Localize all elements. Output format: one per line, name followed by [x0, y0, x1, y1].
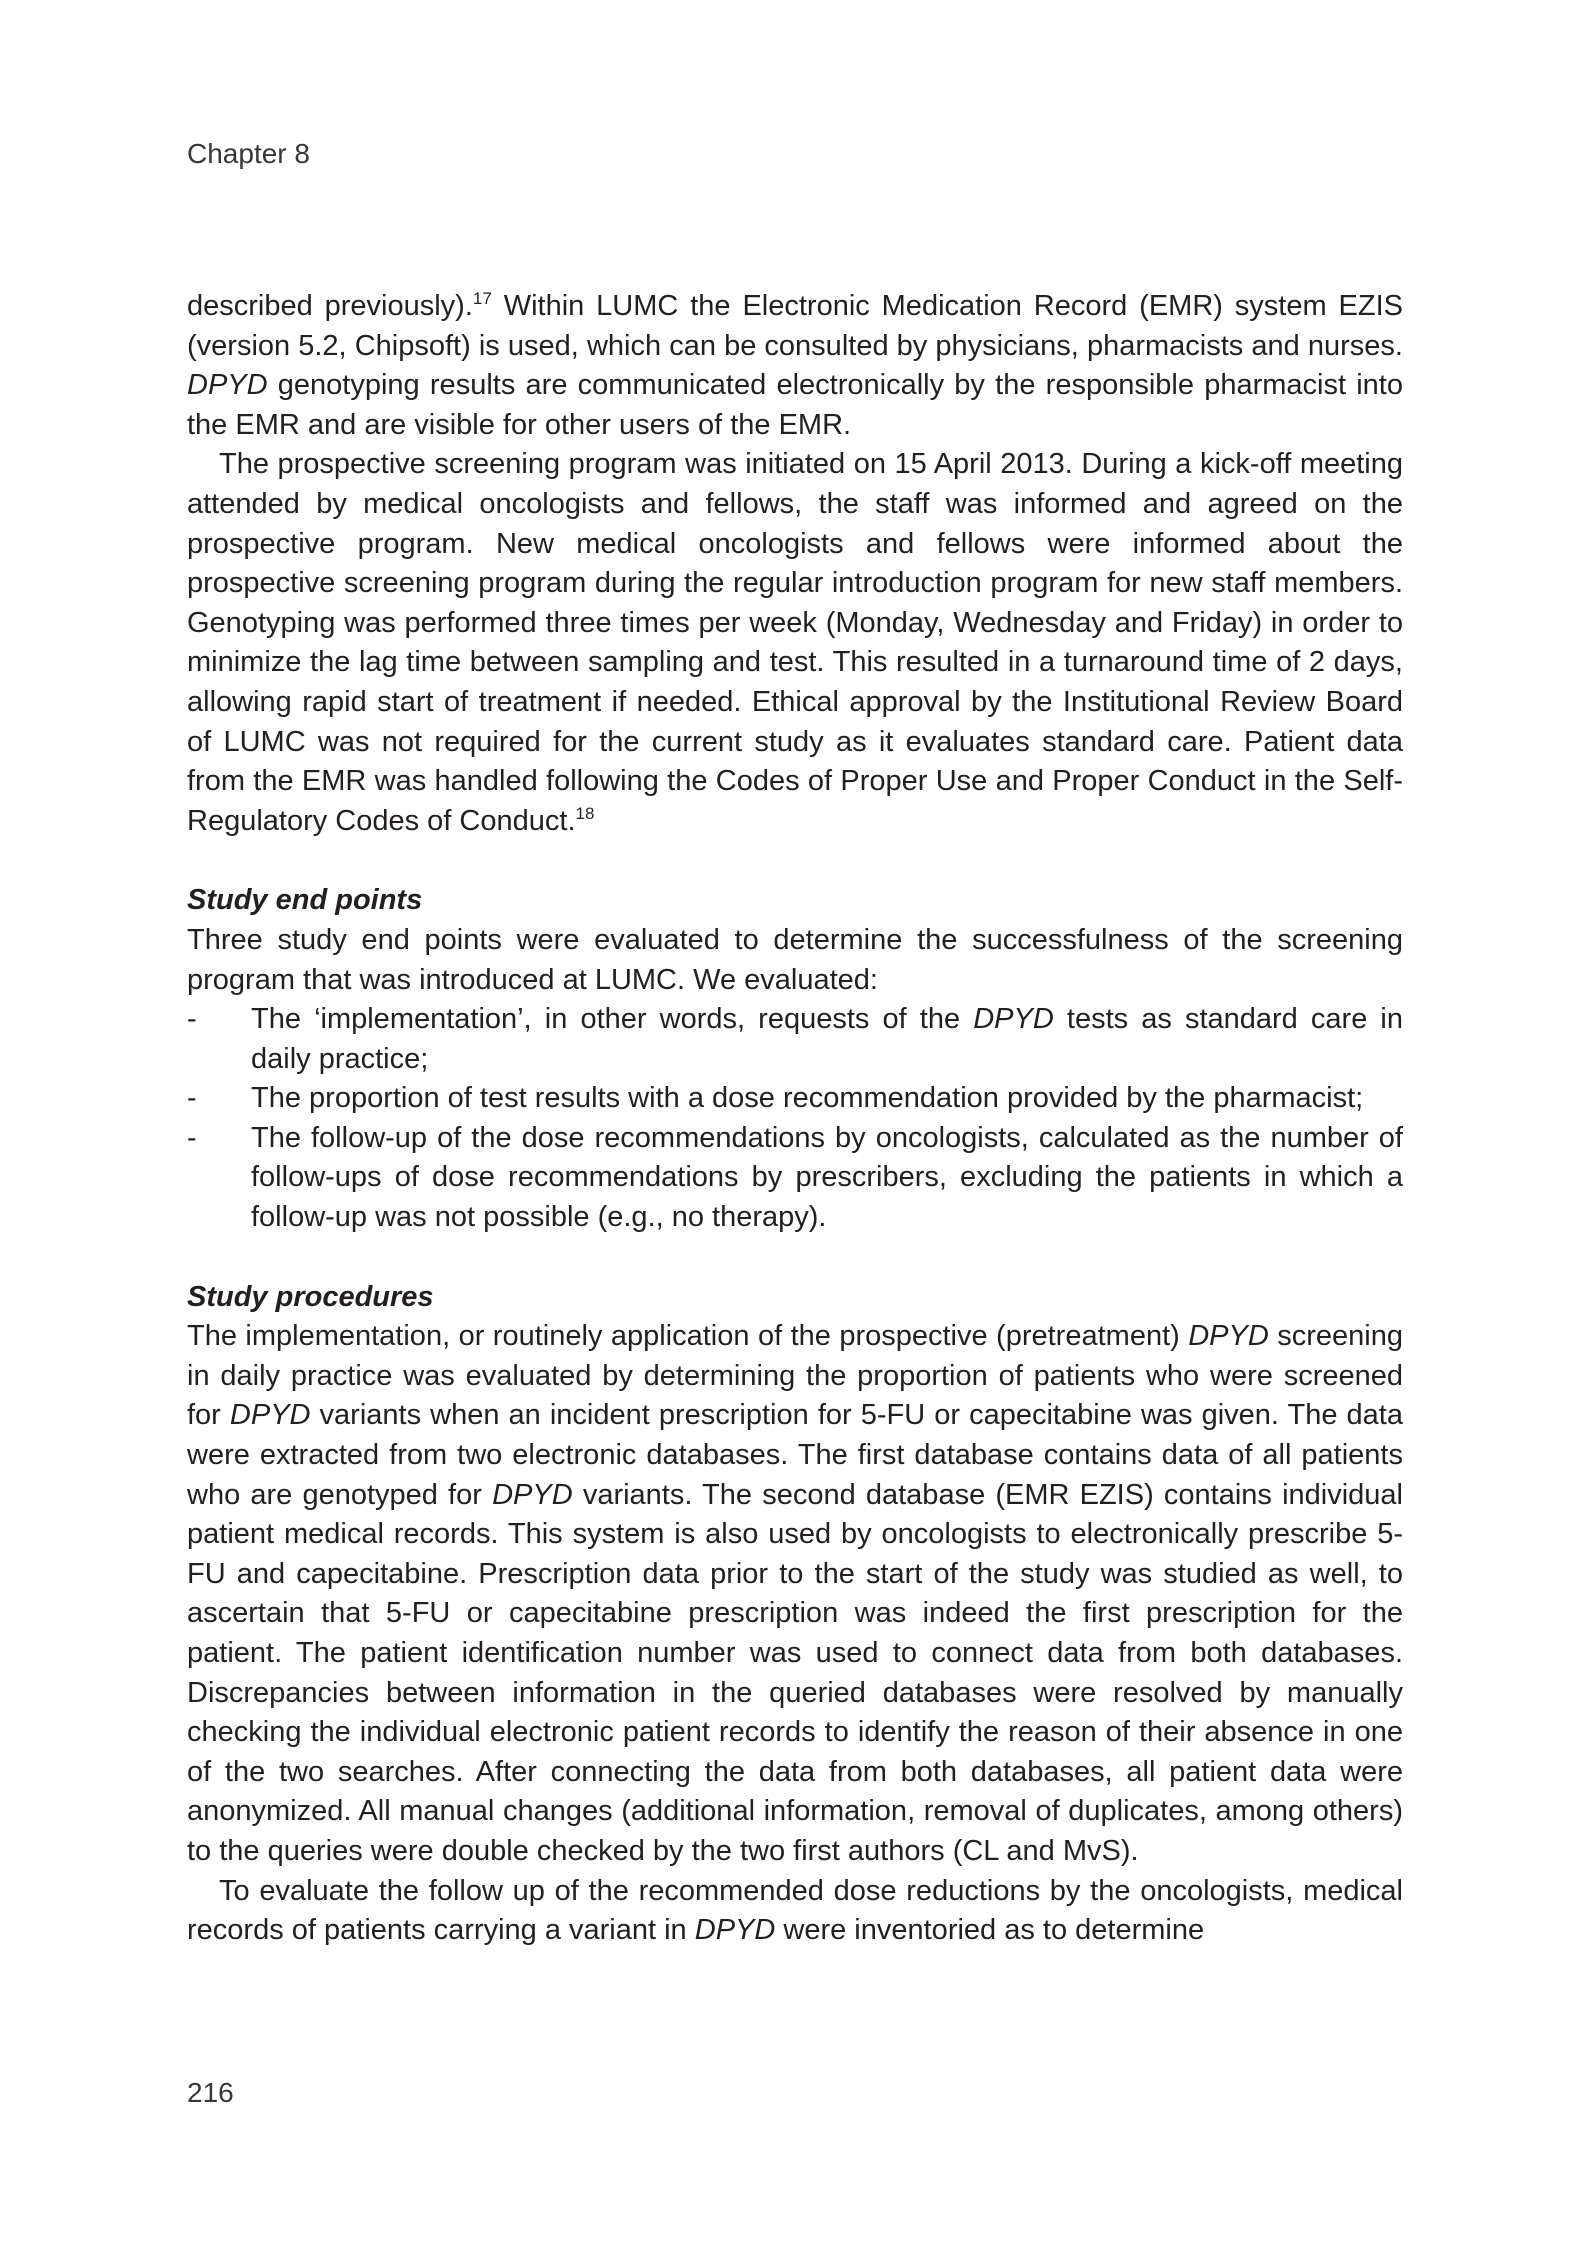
- list-item: - The follow-up of the dose recommendations by oncologists, calculated as the number of follow-ups of dose recommendations by prescribers, excluding the patients in which a follow-up was not possible (e.g., no therapy).: [187, 1119, 1403, 1238]
- paragraph-screening-program: The prospective screening program was initiated on 15 April 2013. During a kick-off meeting attended by medical oncologists and fellows, the staff was informed and agreed on the prospective program. New medical oncologists and fellows were informed about the prospective screening program during the regular introduction program for new staff members. Genotyping was performed three times per week (Monday, Wednesday and Friday) in order to minimize the lag time between sampling and test. This resulted in a turnaround time of 2 days, allowing rapid start of treatment if needed. Ethical approval by the Institutional Review Board of LUMC was not required for the current study as it evaluates standard care. Patient data from the EMR was handled following the Codes of Proper Use and Proper Conduct in the Self-Regulatory Codes of Conduct.$^{18}$: [187, 448, 1403, 837]
- paragraph-end-points-intro: Three study end points were evaluated to determine the successfulness of the screening program that was introduced at LUMC. We evaluated:: [187, 923, 1403, 996]
- page-number: 216: [187, 2077, 234, 2108]
- gene-name: DPYD: [229, 1399, 311, 1432]
- end-points-list: [187, 1000, 1403, 1238]
- paragraph-emr-system: described previously).$^{17}$ Within LUMC the Electronic Medication Record (EMR) system EZIS (version 5.2, Chipsoft) is used, which can be consulted by physicians, pharmacists and nurses. DPYD genotyping results are communicated electronically by the responsible pharmacist into the EMR and are visible for other users of the EMR.: [187, 289, 1403, 441]
- list-item: - The proportion of test results with a dose recommendation provided by the pharmacist;: [187, 1079, 1403, 1119]
- section-heading-study-end-points: Study end points: [187, 884, 423, 917]
- bullet-dash: -: [187, 1082, 197, 1115]
- gene-name: DPYD: [1188, 1320, 1269, 1353]
- list-item: - The ‘implementation’, in other words, requests of the DPYD tests as standard care in daily practice;: [187, 1000, 1403, 1079]
- running-head-chapter: Chapter 8: [187, 138, 310, 169]
- gene-name: DPYD: [492, 1478, 573, 1511]
- bullet-dash: -: [187, 1003, 197, 1036]
- gene-name: DPYD: [694, 1914, 776, 1947]
- citation-superscript: 18: [575, 803, 595, 823]
- gene-name: DPYD: [973, 1003, 1054, 1036]
- paragraph-follow-up: To evaluate the follow up of the recommended dose reductions by the oncologists, medical records of patients carrying a variant in DPYD were inventoried as to determine: [187, 1874, 1403, 1947]
- body-text: [187, 287, 1403, 1951]
- gene-name: DPYD: [187, 369, 268, 402]
- citation-superscript: 17: [472, 289, 492, 308]
- bullet-dash: -: [187, 1121, 197, 1154]
- paragraph-procedures: The implementation, or routinely application of the prospective (pretreatment) DPYD screening in daily practice was evaluated by determining the proportion of patients who were screened for DPYD variants when an incident prescription for 5-FU or capecitabine was given. The data were extracted from two electronic databases. The first database contains data of all patients who are genotyped for DPYD variants. The second database (EMR EZIS) contains individual patient medical records. This system is also used by oncologists to electronically prescribe 5-FU and capecitabine. Prescription data prior to the start of the study was studied as well, to ascertain that 5-FU or capecitabine prescription was indeed the first prescription for the patient. The patient identification number was used to connect data from both databases. Discrepancies between information in the queried databases were resolved by manually checking the individual electronic patient records to identify the reason of their absence in one of the two searches. After connecting the data from both databases, all patient data were anonymized. All manual changes (additional information, removal of duplicates, among others) to the queries were double checked by the two first authors (CL and MvS).: [187, 1320, 1403, 1867]
- section-heading-study-procedures: Study procedures: [187, 1280, 434, 1313]
